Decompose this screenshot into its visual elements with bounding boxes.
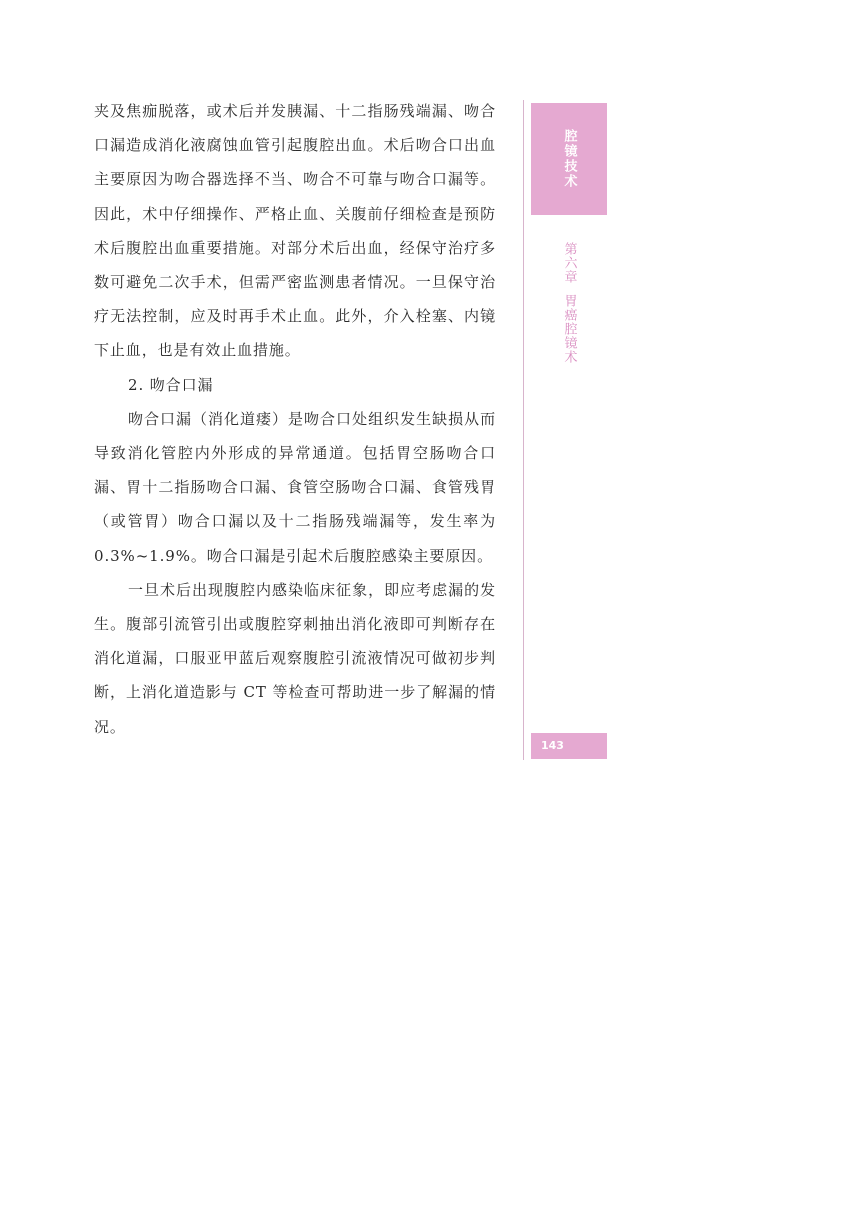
- section-heading: 2. 吻合口漏: [128, 375, 214, 394]
- page-number: 143: [531, 733, 607, 759]
- chapter-title-vertical: [531, 242, 607, 364]
- section-tab: [531, 103, 607, 215]
- paragraph: 吻合口漏（消化道瘘）是吻合口处组织发生缺损从而导致消化管腔内外形成的异常通道。包括胃空肠吻合口漏、胃十二指肠吻合口漏、食管空肠吻合口漏、食管残胃（或管胃）吻合口漏以及十二指肠残端漏等，发生率为 0.3%~1.9%。吻合口漏是引起术后腹腔感染主要原因。: [94, 409, 496, 565]
- paragraph-continuation: 夹及焦痂脱落，或术后并发胰漏、十二指肠残端漏、吻合口漏造成消化液腐蚀血管引起腹腔出血。术后吻合口出血主要原因为吻合器选择不当、吻合不可靠与吻合口漏等。因此，术中仔细操作、严格止血、关腹前仔细检查是预防术后腹腔出血重要措施。对部分术后出血，经保守治疗多数可避免二次手术，但需严密监测患者情况。一旦保守治疗无法控制，应及时再手术止血。此外，介入栓塞、内镜下止血，也是有效止血措施。: [94, 102, 496, 360]
- section-tab-label: 腔镜技术: [561, 129, 577, 189]
- column-divider: [523, 100, 524, 760]
- paragraph: 一旦术后出现腹腔内感染临床征象，即应考虑漏的发生。腹部引流管引出或腹腔穿刺抽出消化液即可判断存在消化道漏，口服亚甲蓝后观察腹腔引流液情况可做初步判断，上消化道造影与 CT 等检查可帮助进一步了解漏的情况。: [94, 580, 496, 736]
- body-text: [94, 94, 496, 744]
- chapter-title-label: 第六章 胃癌腔镜术: [561, 242, 577, 365]
